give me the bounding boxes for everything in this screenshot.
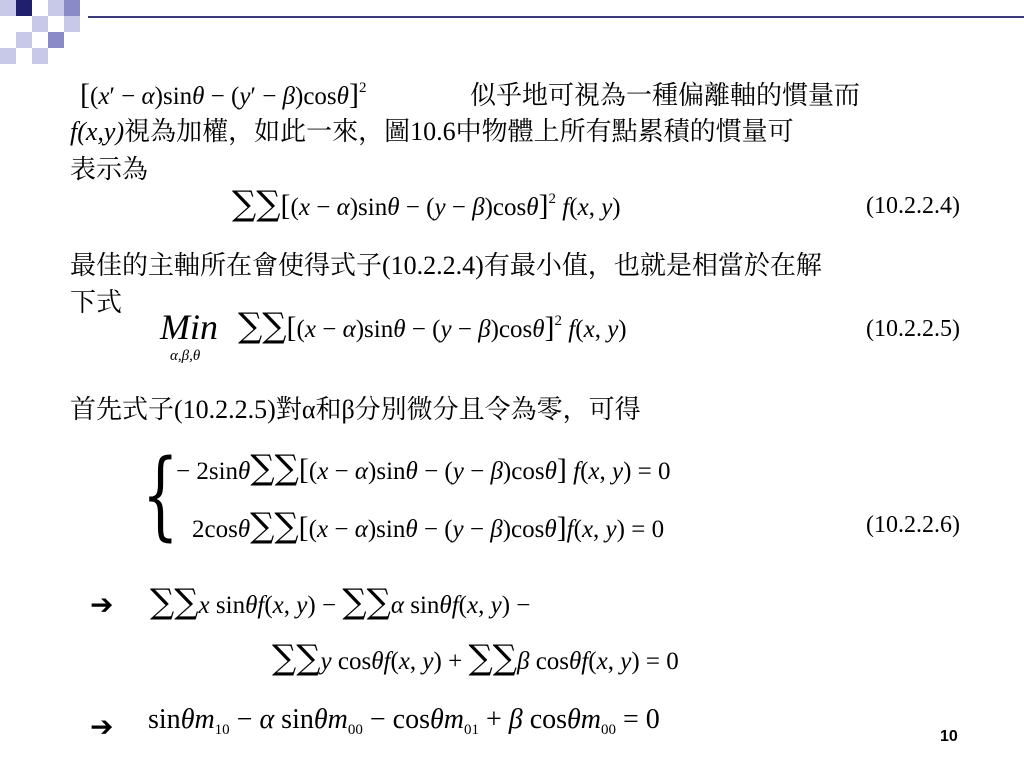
equation-10224: $\sum\sum[(x - \alpha)\sin\theta - (y - \beta)\cos\theta]^2$ f(x, y) — [232, 184, 621, 224]
paragraph-3-line-1: 首先式子(10.2.2.5)對α和β分別微分且令為零，可得 — [70, 395, 641, 424]
right-arrow-icon: ➔ — [90, 710, 114, 743]
paragraph-2-line-2: 下式 — [70, 288, 123, 317]
paragraph-1-line-3: 表示為 — [70, 155, 149, 184]
equation-number-10225: (10.2.2.5) — [866, 316, 960, 342]
implication-1-line-2: ∑∑y cosθf(x, y) + ∑∑β cosθf(x, y) = 0 — [272, 638, 679, 678]
paragraph-1-line-2 — [70, 116, 794, 148]
paragraph-1-line-2-text: 視為加權，如此一來，圖10.6中物體上所有點累積的慣量可 — [124, 117, 794, 146]
paragraph-2-line-1: 最佳的主軸所在會使得式子(10.2.2.4)有最小值，也就是相當於在解 — [70, 251, 822, 280]
right-arrow-icon: ➔ — [90, 588, 114, 621]
equation-10226-b: 2cosθ∑∑[(x − α)sinθ − (y − β)cosθ]f(x, y) = 0 — [192, 506, 665, 546]
title-rule — [88, 16, 1024, 18]
page-number: 10 — [940, 728, 958, 745]
min-subscript: α,β,θ — [170, 348, 201, 364]
implication-1-line-1: ∑∑x sinθf(x, y) − ∑∑α sinθf(x, y) − — [150, 582, 531, 622]
equation-system-brace: { — [142, 439, 179, 551]
paragraph-1-fxy: f(x,y) — [70, 117, 125, 146]
equation-10226-a: − 2sinθ∑∑[(x − α)sinθ − (y − β)cosθ] f(x, y) = 0 — [176, 448, 671, 488]
equation-10225-min — [160, 306, 218, 348]
paragraph-1-line-1: 似乎地可視為一種偏離軸的慣量而 — [470, 81, 861, 110]
equation-10225: $\sum\sum[(x - \alpha)\sin\theta - (y - \beta)\cos\theta]^2$ f(x, y) — [238, 306, 627, 346]
min-operator: Min — [160, 307, 218, 347]
equation-number-10224: (10.2.2.4) — [866, 193, 960, 219]
equation-number-10226: (10.2.2.6) — [866, 512, 960, 538]
equation-inline-top: $[(x' - \alpha)\sin\theta - (y' - \beta)\cos\theta]^2$ — [80, 78, 367, 111]
implication-2: sinθm$_{10}$ − α sinθm$_{00}$ − cosθm$_{01}$ + β cosθm$_{00}$ = 0 — [148, 704, 660, 738]
